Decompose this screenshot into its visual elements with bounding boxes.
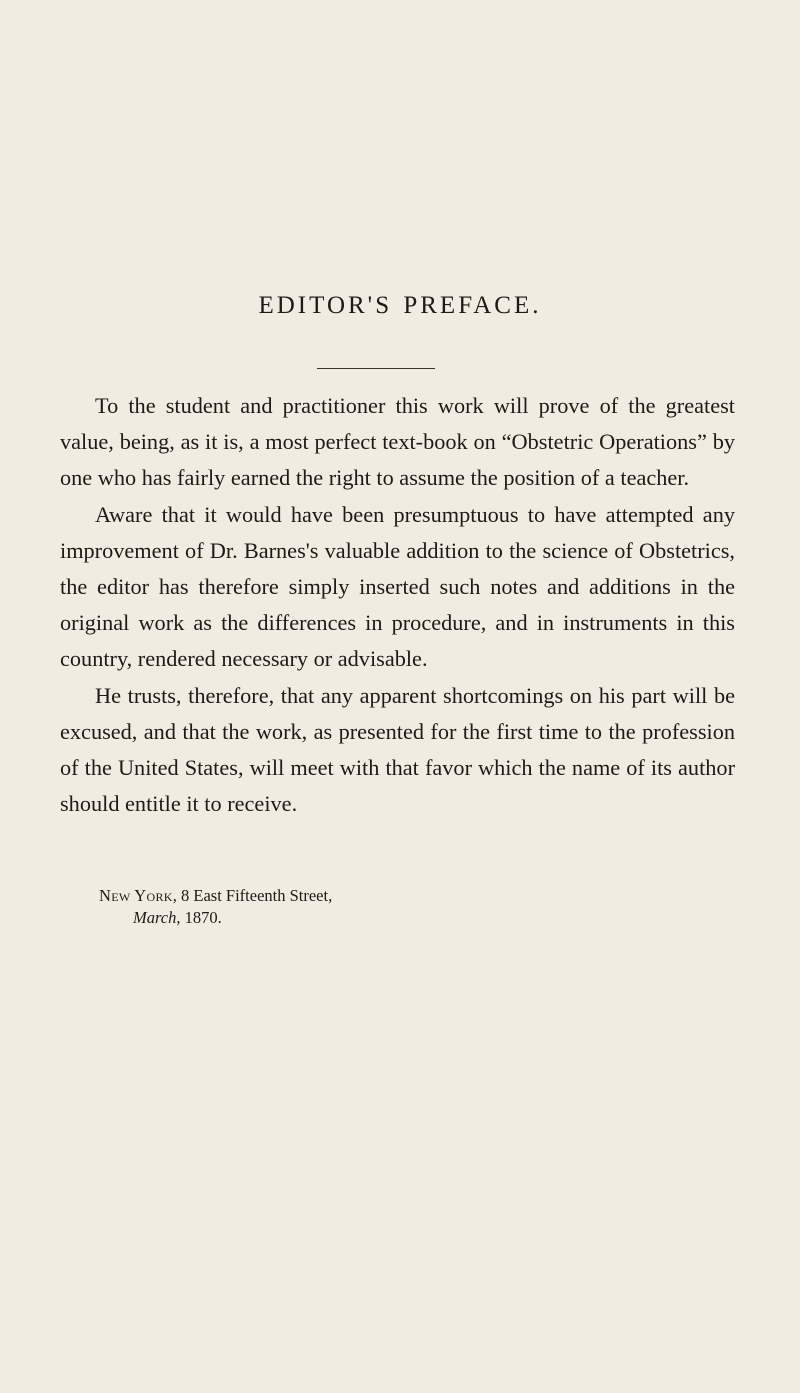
paragraph: Aware that it would have been presumptuous to have attempted any improvement of Dr. Barnes's valuable addition to the science of Obstetrics, the editor has therefore simply inserted such notes and additions in the original work as the differences in procedure, and in instruments in this country, rendered necessary or advisable. xyxy=(60,501,735,672)
title-rule xyxy=(317,368,435,369)
signoff-date xyxy=(99,907,332,929)
preface-body xyxy=(60,388,735,822)
signoff-month: March xyxy=(133,908,177,927)
signoff-year: , 1870. xyxy=(176,908,222,927)
page-title: EDITOR'S PREFACE. xyxy=(258,292,542,319)
signoff-location xyxy=(99,885,332,907)
signoff xyxy=(99,885,332,929)
signoff-address: , 8 East Fifteenth Street, xyxy=(172,886,333,905)
paragraph: He trusts, therefore, that any apparent shortcomings on his part will be excused, and that the work, as presented for the first time to the profession of the United States, will meet with that favor which the name of its author should entitle it to receive. xyxy=(60,682,735,817)
signoff-place: New York xyxy=(99,886,173,905)
paragraph: To the student and practitioner this work will prove of the greatest value, being, as it is, a most perfect text-book on “Obstetric Operations” by one who has fairly earned the right to assume the position of a teacher. xyxy=(60,393,735,491)
